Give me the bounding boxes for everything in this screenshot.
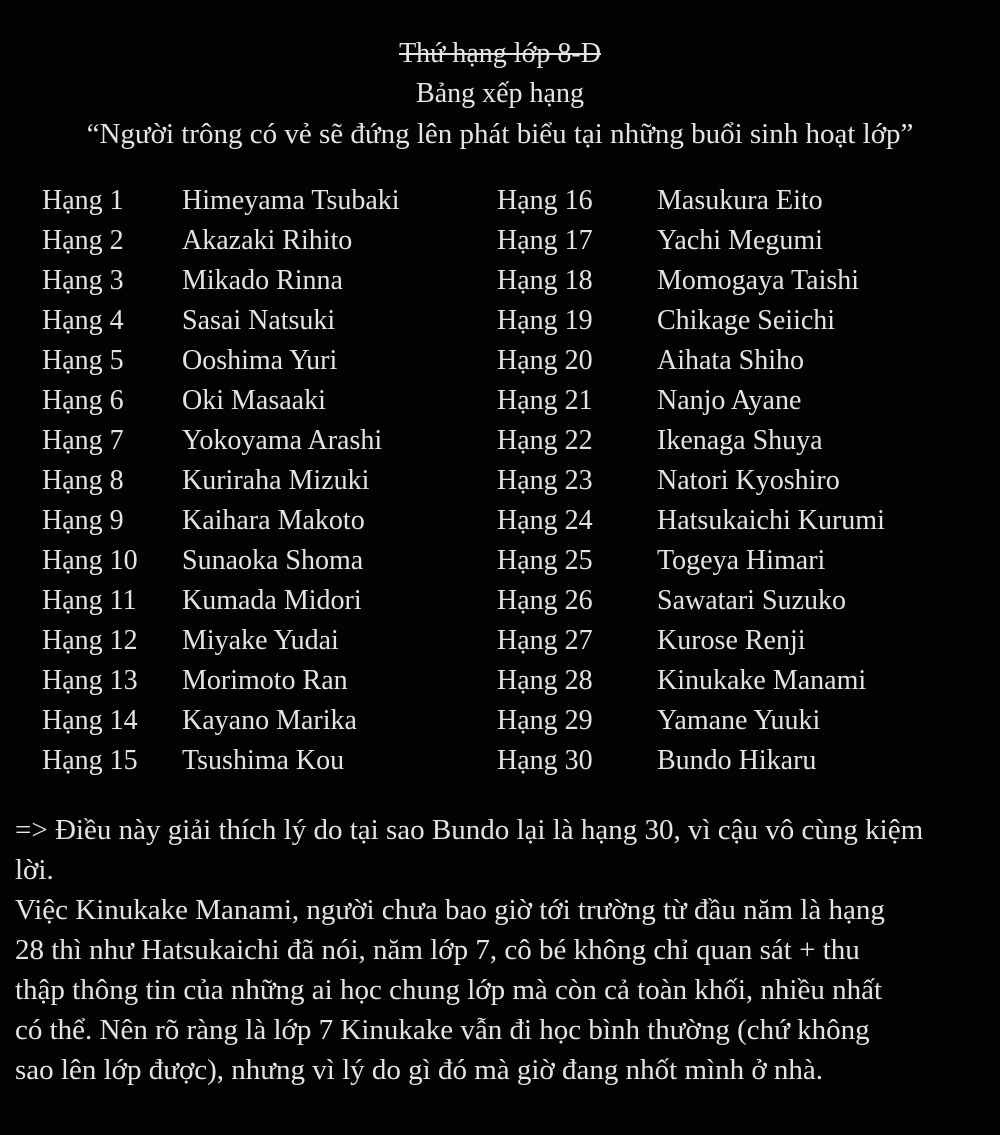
student-name: Bundo Hikaru [657,745,817,776]
note-line: có thể. Nên rõ ràng là lớp 7 Kinukake vẫn đi học bình thường (chứ không [15,1014,870,1046]
list-item [497,381,885,421]
list-item [497,421,885,461]
student-name: Nanjo Ayane [657,385,802,416]
rank-label: Hạng 1 [42,185,124,216]
list-item [497,261,885,301]
student-name: Miyake Yudai [182,625,339,656]
student-name: Kinukake Manami [657,665,867,696]
rank-label: Hạng 29 [497,705,593,736]
rank-label: Hạng 13 [42,665,138,696]
list-item [42,461,455,501]
list-item [42,301,455,341]
ranking-table [0,181,1000,781]
list-item [42,501,455,541]
rank-label: Hạng 3 [42,265,124,296]
rank-label: Hạng 23 [497,465,593,496]
student-name: Oki Masaaki [182,385,326,416]
student-name: Sunaoka Shoma [182,545,364,576]
list-item [497,221,885,261]
notes-section [15,810,987,1090]
rank-label: Hạng 25 [497,545,593,576]
rank-label: Hạng 17 [497,225,593,256]
list-item [42,581,455,621]
student-name: Mikado Rinna [182,265,343,296]
ranking-column-left [42,181,455,781]
list-item [497,701,885,741]
student-name: Tsushima Kou [182,745,345,776]
list-item [497,501,885,541]
note-line: => Điều này giải thích lý do tại sao Bundo lại là hạng 30, vì cậu vô cùng kiệm [15,814,924,846]
ranking-column-right [497,181,885,781]
list-item [42,541,455,581]
note-line: thập thông tin của những ai học chung lớp mà còn cả toàn khối, nhiều nhất [15,974,883,1006]
rank-label: Hạng 12 [42,625,138,656]
rank-label: Hạng 9 [42,505,124,536]
rank-label: Hạng 26 [497,585,593,616]
student-name: Akazaki Rihito [182,225,353,256]
rank-label: Hạng 24 [497,505,593,536]
page-subtitle: “Người trông có vẻ sẽ đứng lên phát biểu tại những buổi sinh hoạt lớp” [86,118,914,150]
student-name: Kuriraha Mizuki [182,465,370,496]
list-item [42,181,455,221]
list-item [42,621,455,661]
list-item [497,341,885,381]
list-item [497,661,885,701]
rank-label: Hạng 18 [497,265,593,296]
list-item [497,741,885,781]
rank-label: Hạng 20 [497,345,593,376]
list-item [497,541,885,581]
rank-label: Hạng 10 [42,545,138,576]
student-name: Yachi Megumi [657,225,823,256]
rank-label: Hạng 27 [497,625,593,656]
rank-label: Hạng 5 [42,345,124,376]
page-header [0,34,1000,154]
list-item [42,741,455,781]
student-name: Momogaya Taishi [657,265,860,296]
list-item [497,581,885,621]
rank-label: Hạng 19 [497,305,593,336]
rank-label: Hạng 30 [497,745,593,776]
student-name: Natori Kyoshiro [657,465,840,496]
list-item [42,341,455,381]
rank-label: Hạng 7 [42,425,124,456]
list-item [42,261,455,301]
rank-label: Hạng 8 [42,465,124,496]
note-line: 28 thì như Hatsukaichi đã nói, năm lớp 7, cô bé không chỉ quan sát + thu [15,934,860,966]
student-name: Ooshima Yuri [182,345,338,376]
student-name: Yamane Yuuki [657,705,821,736]
page-title: Bảng xếp hạng [416,78,584,109]
rank-label: Hạng 15 [42,745,138,776]
rank-label: Hạng 2 [42,225,124,256]
struck-title: Thứ hạng lớp 8-D [399,38,601,69]
rank-label: Hạng 6 [42,385,124,416]
list-item [42,661,455,701]
student-name: Chikage Seiichi [657,305,836,336]
note-line: sao lên lớp được), nhưng vì lý do gì đó mà giờ đang nhốt mình ở nhà. [15,1054,824,1086]
student-name: Masukura Eito [657,185,823,216]
list-item [497,461,885,501]
student-name: Sawatari Suzuko [657,585,846,616]
student-name: Yokoyama Arashi [182,425,383,456]
list-item [497,181,885,221]
rank-label: Hạng 4 [42,305,124,336]
student-name: Kurose Renji [657,625,806,656]
note-line: Việc Kinukake Manami, người chưa bao giờ tới trường từ đầu năm là hạng [15,894,885,926]
rank-label: Hạng 11 [42,585,137,616]
rank-label: Hạng 16 [497,185,593,216]
student-name: Himeyama Tsubaki [182,185,400,216]
list-item [42,381,455,421]
student-name: Sasai Natsuki [182,305,336,336]
rank-label: Hạng 21 [497,385,593,416]
list-item [42,421,455,461]
student-name: Kayano Marika [182,705,357,736]
student-name: Kumada Midori [182,585,362,616]
list-item [42,701,455,741]
student-name: Hatsukaichi Kurumi [657,505,885,536]
list-item [497,301,885,341]
rank-label: Hạng 14 [42,705,138,736]
rank-label: Hạng 28 [497,665,593,696]
student-name: Kaihara Makoto [182,505,365,536]
student-name: Ikenaga Shuya [657,425,823,456]
list-item [497,621,885,661]
rank-label: Hạng 22 [497,425,593,456]
student-name: Aihata Shiho [657,345,804,376]
student-name: Togeya Himari [657,545,826,576]
list-item [42,221,455,261]
note-line: lời. [15,854,54,886]
student-name: Morimoto Ran [182,665,348,696]
